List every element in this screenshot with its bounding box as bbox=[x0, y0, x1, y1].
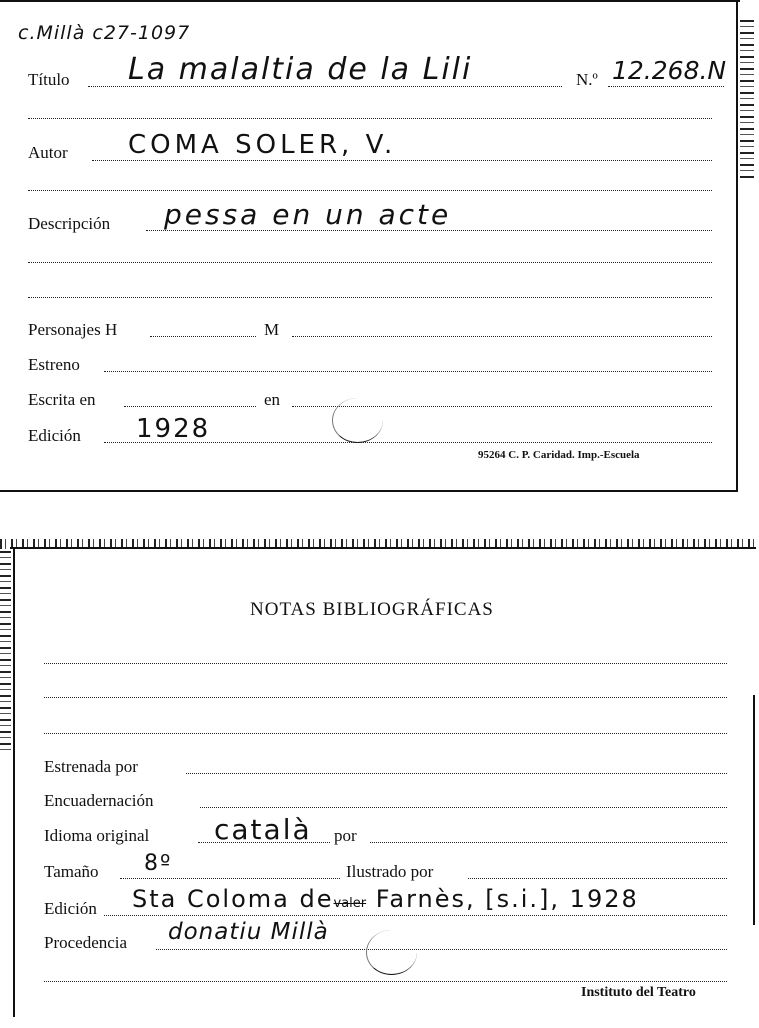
titulo-value: La malaltia de la Lili bbox=[128, 52, 473, 87]
titulo-label: Título bbox=[28, 70, 70, 89]
card-top-edge bbox=[0, 0, 740, 2]
descripcion-extra-line-1 bbox=[28, 262, 712, 263]
catalog-card-front bbox=[0, 0, 759, 495]
edicion-label: Edición bbox=[28, 426, 81, 445]
tamano-label: Tamaño bbox=[44, 862, 99, 881]
ilustrado-line bbox=[468, 878, 727, 879]
card-right-speckle bbox=[740, 20, 754, 180]
encuadernacion-line bbox=[200, 807, 727, 808]
numero-label: N.º bbox=[576, 70, 598, 89]
idioma-por-label: por bbox=[334, 826, 357, 845]
tamano-line bbox=[120, 878, 340, 879]
punch-hole bbox=[332, 398, 383, 443]
notas-line-3 bbox=[44, 733, 727, 734]
card-right-edge bbox=[736, 0, 738, 490]
edicion-value-part1: Sta Coloma de bbox=[132, 885, 334, 913]
estreno-label: Estreno bbox=[28, 355, 80, 374]
estrenada-label: Estrenada por bbox=[44, 757, 138, 776]
edicion-line bbox=[104, 915, 727, 916]
autor-label: Autor bbox=[28, 143, 68, 162]
procedencia-label: Procedencia bbox=[44, 933, 128, 952]
edicion-struck-word: valer bbox=[333, 896, 367, 911]
catalog-card-back bbox=[0, 535, 759, 1028]
card-left-speckle bbox=[0, 551, 11, 751]
personajes-label: Personajes H bbox=[28, 320, 118, 339]
edicion-value-part2: Farnès, [s.i.], 1928 bbox=[375, 885, 639, 913]
notas-line-2 bbox=[44, 697, 727, 698]
personajes-m-line bbox=[292, 336, 712, 337]
procedencia-value: donatiu Millà bbox=[168, 919, 329, 945]
descripcion-value: pessa en un acte bbox=[164, 198, 452, 231]
encuadernacion-label: Encuadernación bbox=[44, 791, 154, 810]
numero-value: 12.268.N bbox=[612, 56, 727, 85]
card-left-edge bbox=[13, 547, 15, 1017]
idioma-label: Idioma original bbox=[44, 826, 150, 845]
header-note: c.Millà c27-1097 bbox=[18, 22, 191, 44]
edicion-label: Edición bbox=[44, 899, 97, 918]
numero-line bbox=[608, 86, 724, 87]
descripcion-extra-line-2 bbox=[28, 297, 712, 298]
autor-line bbox=[92, 160, 712, 161]
notas-heading: NOTAS BIBLIOGRÁFICAS bbox=[250, 599, 494, 620]
tamano-value: 8º bbox=[144, 851, 173, 876]
edicion-value: 1928 bbox=[136, 414, 211, 444]
autor-value: COMA SOLER, V. bbox=[128, 130, 397, 160]
autor-extra-line bbox=[28, 190, 712, 191]
idioma-value: català bbox=[214, 813, 312, 846]
institution-footer: Instituto del Teatro bbox=[581, 985, 696, 1000]
estrenada-line bbox=[186, 773, 727, 774]
bottom-line bbox=[44, 981, 727, 982]
card-right-edge bbox=[753, 695, 755, 925]
notas-line-1 bbox=[44, 663, 727, 664]
titulo-extra-line bbox=[28, 118, 712, 119]
procedencia-line bbox=[156, 949, 727, 950]
personajes-h-line bbox=[150, 336, 256, 337]
printer-imprint: 95264 C. P. Caridad. Imp.-Escuela bbox=[478, 449, 640, 461]
estreno-line bbox=[104, 371, 712, 372]
escrita-en-label: en bbox=[264, 390, 281, 409]
ilustrado-label: Ilustrado por bbox=[346, 862, 434, 881]
idioma-por-line bbox=[370, 842, 727, 843]
descripcion-label: Descripción bbox=[28, 214, 111, 233]
edicion-value bbox=[132, 885, 639, 913]
escrita-line bbox=[124, 406, 256, 407]
escrita-label: Escrita en bbox=[28, 390, 96, 409]
punch-hole bbox=[366, 930, 417, 975]
card-bottom-edge bbox=[0, 490, 738, 492]
card-top-edge bbox=[10, 547, 756, 549]
personajes-m-label: M bbox=[264, 320, 280, 339]
